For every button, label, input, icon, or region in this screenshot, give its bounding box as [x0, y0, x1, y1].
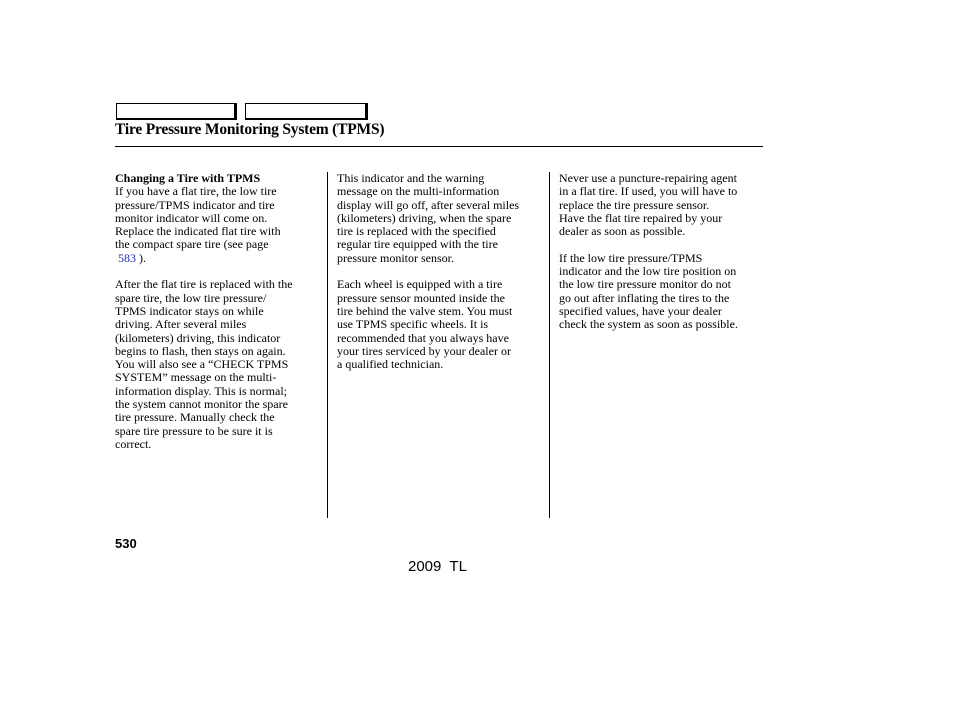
paragraph-text: If you have a flat tire, the low tire pressure/TPMS indicator and tire monitor indicator will come on. Replace the indicated flat tire with the compact spare tire (see page	[115, 184, 281, 252]
column-divider	[549, 172, 550, 518]
nav-button-previous[interactable]	[116, 103, 237, 120]
page-title: Tire Pressure Monitoring System (TPMS)	[115, 121, 385, 138]
text-column-3	[559, 172, 771, 345]
paragraph-wheel-sensor: Each wheel is equipped with a tire pressure sensor mounted inside the tire behind the valve stem. You must use TPMS specific wheels. It is recommended that you always have your tires serviced by your dealer or a qualified technician.	[337, 277, 513, 372]
paragraph-flat-tire	[115, 185, 327, 265]
title-divider	[115, 146, 763, 147]
nav-button-next[interactable]	[245, 103, 368, 120]
page-number: 530	[115, 536, 137, 551]
paragraph-spare-tire: After the flat tire is replaced with the spare tire, the low tire pressure/ TPMS indicator stays on while driving. After several miles (kilometers) driving, this indicator begins to flash, then stays on again. You will also see a “CHECK TPMS SYSTEM” message on the multi- information display. This is normal; the system cannot monitor the spare tire pressure. Manually check the spare tire pressure to be sure it is correct.	[115, 277, 293, 451]
paragraph-puncture-agent: Never use a puncture-repairing agent in a flat tire. If used, you will have to replace the tire pressure sensor. Have the flat tire repaired by your dealer as soon as possible.	[559, 171, 738, 239]
paragraph-indicator: This indicator and the warning message on the multi-information display will go off, after several miles (kilometers) driving, when the spare tire is replaced with the specified regular tire equipped with the tire pressure monitor sensor.	[337, 171, 520, 265]
column-divider	[327, 172, 328, 518]
paragraph-end: ).	[139, 250, 146, 265]
page-reference-link[interactable]: 583	[118, 250, 136, 265]
footer-model: 2009 TL	[408, 558, 467, 575]
text-column-1	[115, 172, 327, 465]
section-heading: Changing a Tire with TPMS	[115, 171, 261, 185]
text-column-2	[337, 172, 549, 385]
paragraph-dealer-check: If the low tire pressure/TPMS indicator and the low tire position on the low tire pressure monitor do not go out after inflating the tires to the specified values, have your dealer check the system as soon as possible.	[559, 250, 738, 332]
